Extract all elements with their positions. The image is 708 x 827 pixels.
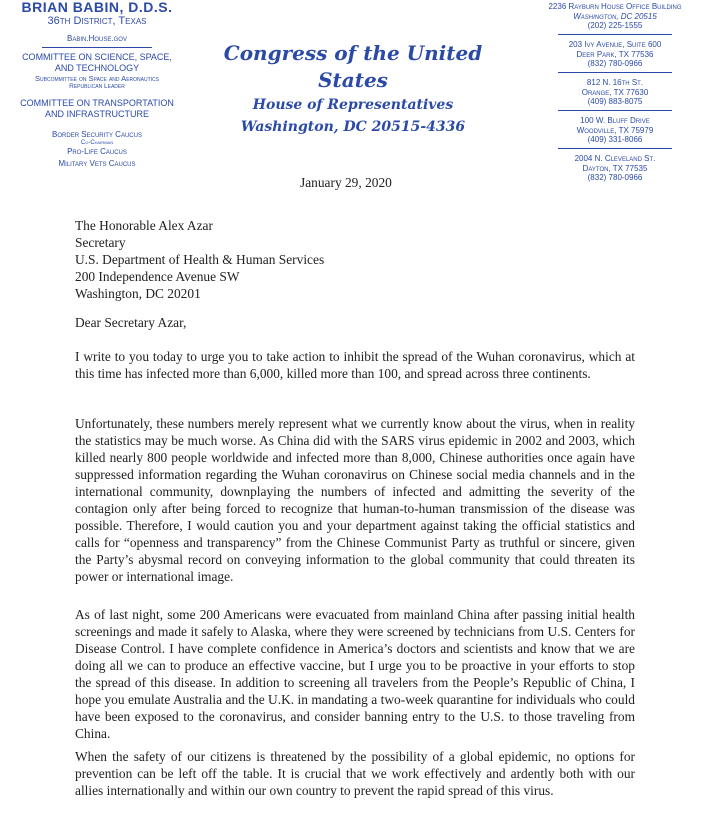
caucus-role: Co-Chairman [80,140,114,146]
letterhead-center [188,40,518,138]
salutation: Dear Secretary Azar, [75,315,187,330]
office-street: 2236 Rayburn House Office Building [548,2,682,11]
office-dc [530,2,700,31]
house-title: House of Representatives [252,97,454,113]
office-street: 2004 N. Cleveland St. [574,154,656,163]
office-city: Washington, DC 20515 [573,11,657,21]
divider [558,34,672,35]
district: 36th District, Texas [47,15,147,27]
office-deer-park [530,40,700,69]
office-phone: (202) 225-1555 [587,21,643,30]
office-orange [530,78,700,107]
divider [42,47,152,48]
office-city: Orange, TX 77630 [581,87,649,97]
office-street: 812 N. 16th St. [586,78,644,87]
office-phone: (832) 780-0966 [587,173,643,182]
letterhead-left [12,0,182,169]
divider [558,110,672,111]
congress-title: Congress of the United States [223,41,483,92]
caucus-pro-life: Pro-Life Caucus [67,147,127,156]
office-phone: (832) 780-0966 [587,59,643,68]
office-phone: (409) 331-8066 [587,135,643,144]
committee-transportation: COMMITTEE ON TRANSPORTATION AND INFRASTRUCTURE [20,98,174,119]
letter-date: January 29, 2020 [300,175,392,190]
office-city: Dayton, TX 77535 [582,163,648,173]
committee-science: COMMITTEE ON SCIENCE, SPACE, AND TECHNOLOGY [22,52,172,73]
office-street: 203 Ivy Avenue, Suite 600 [568,40,662,49]
recipient-department: U.S. Department of Health & Human Services [75,252,325,267]
caucus-military-vets: Military Vets Caucus [58,159,136,168]
body-paragraph: As of last night, some 200 Americans were evacuated from mainland China after passing initial health screenings and made it safely to Alaska, where they were screened by technicians from U.S. Centers for Disease Control. I have complete confidence in America’s doctors and scientists and know that we are doing all we can to produce an effective vaccine, but I urge you to be proactive in your efforts to stop the spread of this disease. In addition to screening all travelers from the People’s Republic of China, I hope you emulate Australia and the U.K. in mandating a two-week quarantine for individuals who could have been exposed to the coronavirus, and consider banning entry to the U.S. to those traveling from China. [75,607,635,741]
office-phone: (409) 883-8075 [587,97,643,106]
office-street: 100 W. Bluff Drive [580,116,650,125]
divider [558,148,672,149]
office-woodville [530,116,700,145]
office-dayton [530,154,700,183]
representative-name: BRIAN BABIN, D.D.S. [21,0,173,15]
body-paragraph: When the safety of our citizens is threatened by the possibility of a global epidemic, no options for prevention can be left off the table. It is crucial that we work effectively and ardently both with our allies internationally and within our own country to prevent the rapid spread of this virus. [75,749,635,798]
recipient-name: The Honorable Alex Azar [75,218,213,233]
subcommittee-role: Republican Leader [69,83,125,90]
recipient-city: Washington, DC 20201 [75,286,201,301]
subcommittee-space: Subcommittee on Space and Aeronautics [35,74,159,83]
recipient-address [75,217,324,302]
office-city: Deer Park, TX 77536 [576,49,654,59]
recipient-title: Secretary [75,235,126,250]
body-paragraph: Unfortunately, these numbers merely represent what we currently know about the virus, when in reality the statistics may be much worse. As China did with the SARS virus epidemic in 2002 and 2003, which killed nearly 800 people worldwide and infected more than 8,000, Chinese authorities once again have suppressed information regarding the Wuhan coronavirus on Chinese social media channels and in the international community, downplaying the numbers of infected and admitting the severity of the contagion only after being forced to recognize that human-to-human transmission of the disease was possible. Therefore, I would caution you and your department against taking the official statistics and calls for “openness and transparency” from the Chinese Communist Party as truthful or sincere, given the Party’s abysmal record on conveying information to the global community that could threaten its power or international image. [75,416,635,584]
caucus-border-security: Border Security Caucus [52,130,142,139]
office-city: Woodville, TX 75979 [576,125,654,135]
recipient-street: 200 Independence Avenue SW [75,269,240,284]
washington-address: Washington, DC 20515-4336 [240,119,466,135]
divider [558,72,672,73]
website: Babin.House.gov [67,34,127,43]
body-paragraph: I write to you today to urge you to take action to inhibit the spread of the Wuhan coronavirus, which at this time has infected more than 6,000, killed more than 100, and spread across three continents. [75,349,635,381]
